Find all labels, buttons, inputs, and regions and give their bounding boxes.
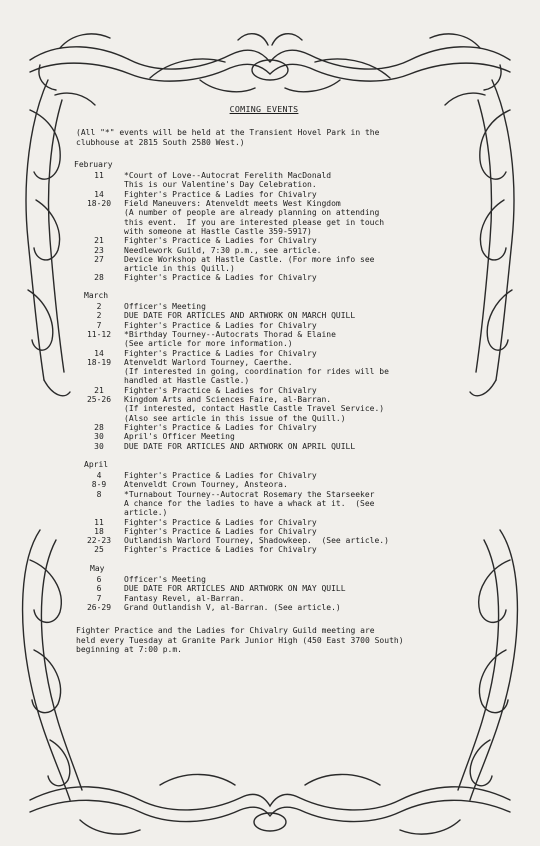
event-description: [124, 321, 454, 330]
event-description: [124, 386, 454, 395]
lower-right-ornament: [458, 530, 517, 800]
event-line: *Court of Love--Autocrat Ferelith MacDonald: [124, 171, 332, 181]
event-line: *Birthday Tourney--Autocrats Thorad & Elaine: [124, 329, 336, 339]
event-date: 23: [94, 245, 104, 255]
event-row: [74, 255, 454, 274]
event-line: *Turnabout Tourney--Autocrat Rosemary the Starseeker: [124, 489, 375, 499]
event-row: [74, 190, 454, 199]
event-description: [124, 395, 454, 423]
event-line: Officer's Meeting: [124, 575, 206, 585]
event-line: Fighter's Practice & Ladies for Chivalry: [124, 526, 317, 536]
event-line: This is our Valentine's Day Celebration.: [124, 180, 317, 190]
event-description: [124, 255, 454, 274]
event-line: April's Officer Meeting: [124, 432, 235, 442]
event-description: [124, 527, 454, 536]
event-row: [74, 603, 454, 612]
event-date: 21: [94, 385, 104, 395]
event-date: 2: [96, 311, 102, 321]
event-date: 4: [96, 471, 102, 481]
event-description: [124, 575, 454, 584]
intro-line: (All "*" events will be held at the Transient Hovel Park in the: [76, 128, 380, 138]
event-row: [74, 349, 454, 358]
event-description: [124, 442, 454, 451]
event-date: 2: [96, 302, 102, 312]
event-date: 28: [94, 422, 104, 432]
event-description: [124, 423, 454, 432]
event-description: [124, 199, 454, 236]
event-row: [74, 584, 454, 593]
event-date: 14: [94, 189, 104, 199]
event-date: 18-20: [86, 199, 112, 209]
event-row: [74, 471, 454, 480]
event-line: Fighter's Practice & Ladies for Chivalry: [124, 517, 317, 527]
event-line: Needlework Guild, 7:30 p.m., see article.: [124, 245, 322, 255]
months-list: [74, 160, 454, 612]
event-line: Device Workshop at Hastle Castle. (For more info see: [124, 254, 375, 264]
event-description: [124, 480, 454, 489]
event-line: Fighter's Practice & Ladies for Chivalry: [124, 320, 317, 330]
event-row: [74, 311, 454, 320]
event-line: Officer's Meeting: [124, 302, 206, 312]
event-line: this event. If you are interested please get in touch: [124, 217, 385, 227]
event-date: 14: [94, 348, 104, 358]
event-row: [74, 330, 454, 349]
event-date: 11: [94, 517, 104, 527]
footer-line: held every Tuesday at Granite Park Junior High (450 East 3700 South): [76, 635, 404, 645]
event-date: 8-9: [91, 480, 107, 490]
event-description: [124, 594, 454, 603]
event-line: Grand Outlandish V, al-Barran. (See article.): [124, 602, 341, 612]
event-date: 25-26: [86, 395, 112, 405]
event-row: [74, 545, 454, 554]
event-row: [74, 594, 454, 603]
event-line: Fighter's Practice & Ladies for Chivalry: [124, 273, 317, 283]
event-date: 7: [96, 320, 102, 330]
event-line: Fighter's Practice & Ladies for Chivalry: [124, 545, 317, 555]
event-line: Outlandish Warlord Tourney, Shadowkeep. (See article.): [124, 536, 389, 546]
intro-note: [74, 128, 454, 147]
right-ornament: [470, 80, 514, 396]
event-date: 22-23: [86, 536, 112, 546]
event-row: [74, 423, 454, 432]
event-line: article.): [124, 508, 168, 518]
intro-line: clubhouse at 2815 South 2580 West.): [76, 137, 245, 147]
event-row: [74, 236, 454, 245]
events-content: [74, 105, 454, 654]
event-row: [74, 171, 454, 190]
event-description: [124, 545, 454, 554]
event-line: Fighter's Practice & Ladies for Chivalry: [124, 422, 317, 432]
event-line: (A number of people are already planning on attending: [124, 208, 380, 218]
event-description: [124, 603, 454, 612]
footer-note: [74, 626, 454, 654]
month-heading: February: [74, 159, 113, 169]
event-line: (If interested, contact Hastle Castle Travel Service.): [124, 404, 385, 414]
event-line: article in this Quill.): [124, 264, 235, 274]
event-description: [124, 358, 454, 386]
event-description: [124, 584, 454, 593]
event-line: Fighter's Practice & Ladies for Chivalry: [124, 385, 317, 395]
event-line: Fighter's Practice & Ladies for Chivalry: [124, 348, 317, 358]
event-date: 11-12: [86, 329, 112, 339]
event-date: 6: [96, 584, 102, 594]
event-line: DUE DATE FOR ARTICLES AND ARTWORK ON MAY QUILL: [124, 584, 346, 594]
event-description: [124, 330, 454, 349]
event-row: [74, 321, 454, 330]
event-description: [124, 471, 454, 480]
event-line: Fighter's Practice & Ladies for Chivalry: [124, 471, 317, 481]
event-row: [74, 480, 454, 489]
event-date: 7: [96, 593, 102, 603]
month-heading: March: [84, 290, 109, 300]
event-description: [124, 518, 454, 527]
event-date: 28: [94, 273, 104, 283]
event-line: handled at Hastle Castle.): [124, 376, 250, 386]
event-row: [74, 358, 454, 386]
event-row: [74, 395, 454, 423]
footer-line: beginning at 7:00 p.m.: [76, 644, 182, 654]
event-line: DUE DATE FOR ARTICLES AND ARTWORK ON MARCH QUILL: [124, 311, 356, 321]
event-date: 18: [94, 526, 104, 536]
event-line: (Also see article in this issue of the Quill.): [124, 413, 346, 423]
event-date: 11: [94, 171, 104, 181]
event-line: A chance for the ladies to have a whack at it. (See: [124, 498, 375, 508]
event-date: 25: [94, 545, 104, 555]
event-description: [124, 190, 454, 199]
event-date: 8: [96, 489, 102, 499]
event-date: 30: [94, 432, 104, 442]
event-line: Fantasy Revel, al-Barran.: [124, 593, 245, 603]
event-line: Atenveldt Crown Tourney, Ansteora.: [124, 480, 288, 490]
top-ornament: [30, 34, 510, 105]
event-row: [74, 302, 454, 311]
page-title: COMING EVENTS: [229, 104, 299, 114]
event-date: 27: [94, 254, 104, 264]
event-row: [74, 442, 454, 451]
event-line: Fighter's Practice & Ladies for Chivalry: [124, 236, 317, 246]
left-ornament: [26, 80, 70, 396]
event-description: [124, 311, 454, 320]
event-row: [74, 432, 454, 441]
event-row: [74, 199, 454, 236]
event-row: [74, 386, 454, 395]
event-description: [124, 236, 454, 245]
event-line: (See article for more information.): [124, 339, 293, 349]
event-description: [124, 349, 454, 358]
event-description: [124, 432, 454, 441]
event-date: 21: [94, 236, 104, 246]
event-line: Fighter's Practice & Ladies for Chivalry: [124, 189, 317, 199]
event-row: [74, 490, 454, 518]
event-line: DUE DATE FOR ARTICLES AND ARTWORK ON APRIL QUILL: [124, 441, 356, 451]
event-row: [74, 246, 454, 255]
month-heading: April: [84, 459, 109, 469]
event-date: 26-29: [86, 602, 112, 612]
event-row: [74, 273, 454, 282]
event-description: [124, 171, 454, 190]
event-line: Field Maneuvers: Atenveldt meets West Kingdom: [124, 199, 341, 209]
event-line: Kingdom Arts and Sciences Faire, al-Barran.: [124, 395, 332, 405]
event-description: [124, 246, 454, 255]
event-description: [124, 490, 454, 518]
event-line: with someone at Hastle Castle 359-5917): [124, 226, 312, 236]
event-date: 30: [94, 441, 104, 451]
event-row: [74, 527, 454, 536]
event-row: [74, 536, 454, 545]
event-description: [124, 536, 454, 545]
event-line: Atenveldt Warlord Tourney, Caerthe.: [124, 357, 293, 367]
bottom-ornament: [30, 774, 510, 834]
month-heading: May: [90, 563, 105, 573]
footer-line: Fighter Practice and the Ladies for Chivalry Guild meeting are: [76, 626, 375, 636]
event-row: [74, 575, 454, 584]
event-date: 18-19: [86, 357, 112, 367]
event-date: 6: [96, 575, 102, 585]
event-description: [124, 273, 454, 282]
event-row: [74, 518, 454, 527]
event-description: [124, 302, 454, 311]
event-line: (If interested in going, coordination for rides will be: [124, 367, 389, 377]
